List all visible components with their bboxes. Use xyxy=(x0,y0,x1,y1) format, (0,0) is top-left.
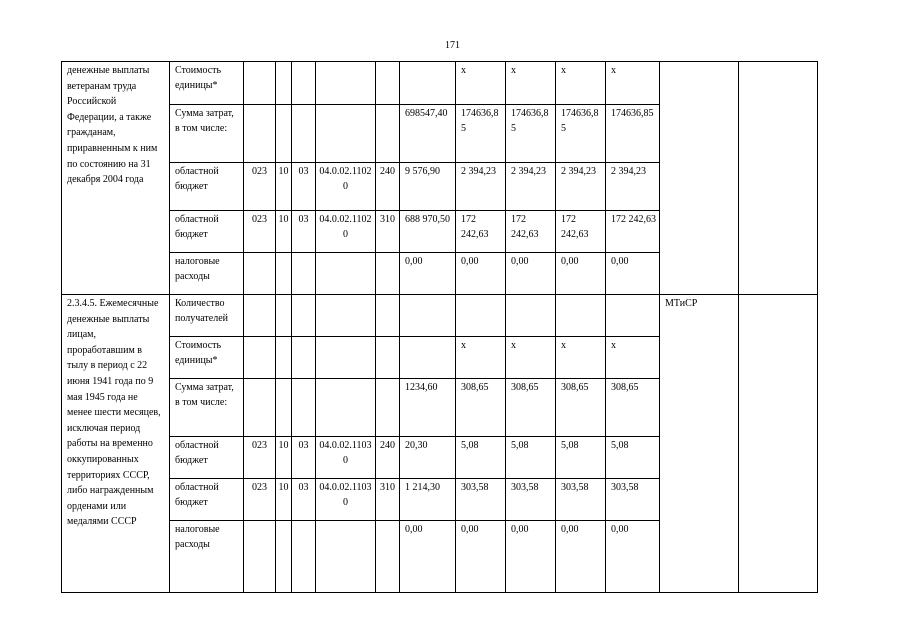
year2-value: 5,08 xyxy=(506,437,556,479)
total-value: 1 214,30 xyxy=(400,479,456,521)
year2-value: х xyxy=(506,337,556,379)
row-label: Количество получателей xyxy=(170,295,244,337)
row-label: Сумма затрат, в том числе: xyxy=(170,105,244,163)
year2-value: 303,58 xyxy=(506,479,556,521)
kbk-ministry xyxy=(244,295,276,337)
year2-value xyxy=(506,295,556,337)
kbk-subsection: 03 xyxy=(292,163,316,211)
kbk-section xyxy=(276,105,292,163)
executor-cell xyxy=(660,62,739,295)
year4-value: 5,08 xyxy=(606,437,660,479)
year3-value: х xyxy=(556,337,606,379)
year3-value: 2 394,23 xyxy=(556,163,606,211)
year1-value: 172 242,63 xyxy=(456,211,506,253)
total-value xyxy=(400,62,456,105)
year1-value: 5,08 xyxy=(456,437,506,479)
kbk-type xyxy=(376,521,400,593)
year2-value: 0,00 xyxy=(506,253,556,295)
row-label: областной бюджет xyxy=(170,479,244,521)
year4-value xyxy=(606,295,660,337)
row-label: областной бюджет xyxy=(170,211,244,253)
notes-cell xyxy=(739,62,818,295)
kbk-subsection xyxy=(292,521,316,593)
kbk-target xyxy=(316,253,376,295)
kbk-ministry xyxy=(244,379,276,437)
year3-value: 308,65 xyxy=(556,379,606,437)
total-value: 0,00 xyxy=(400,253,456,295)
kbk-target: 04.0.02.11020 xyxy=(316,211,376,253)
year4-value: х xyxy=(606,62,660,105)
kbk-ministry xyxy=(244,337,276,379)
year1-value: 0,00 xyxy=(456,253,506,295)
kbk-ministry: 023 xyxy=(244,163,276,211)
kbk-target xyxy=(316,379,376,437)
year4-value: х xyxy=(606,337,660,379)
total-value: 9 576,90 xyxy=(400,163,456,211)
year4-value: 0,00 xyxy=(606,521,660,593)
budget-table xyxy=(61,61,818,593)
year4-value: 0,00 xyxy=(606,253,660,295)
measure-name: денежные выплаты ветеранам труда Российской Федерации, а также гражданам, приравненным к ним по состоянию на 31 декабря 2004 года xyxy=(62,62,170,295)
kbk-type: 310 xyxy=(376,211,400,253)
year1-value: 174636,85 xyxy=(456,105,506,163)
kbk-subsection: 03 xyxy=(292,479,316,521)
kbk-target xyxy=(316,337,376,379)
total-value: 20,30 xyxy=(400,437,456,479)
kbk-section xyxy=(276,337,292,379)
kbk-section: 10 xyxy=(276,437,292,479)
year2-value: 172 242,63 xyxy=(506,211,556,253)
kbk-section: 10 xyxy=(276,479,292,521)
table-row xyxy=(62,295,818,337)
kbk-type: 240 xyxy=(376,163,400,211)
row-label: налоговые расходы xyxy=(170,253,244,295)
kbk-subsection xyxy=(292,379,316,437)
kbk-section: 10 xyxy=(276,163,292,211)
executor-cell: МТиСР xyxy=(660,295,739,593)
kbk-ministry: 023 xyxy=(244,479,276,521)
kbk-type xyxy=(376,295,400,337)
kbk-subsection xyxy=(292,253,316,295)
total-value: 0,00 xyxy=(400,521,456,593)
kbk-section xyxy=(276,295,292,337)
year4-value: 172 242,63 xyxy=(606,211,660,253)
year3-value xyxy=(556,295,606,337)
year1-value: 308,65 xyxy=(456,379,506,437)
year2-value: 174636,85 xyxy=(506,105,556,163)
kbk-section xyxy=(276,379,292,437)
kbk-ministry: 023 xyxy=(244,437,276,479)
year2-value: х xyxy=(506,62,556,105)
total-value xyxy=(400,295,456,337)
kbk-type xyxy=(376,253,400,295)
total-value: 688 970,50 xyxy=(400,211,456,253)
year2-value: 308,65 xyxy=(506,379,556,437)
year2-value: 0,00 xyxy=(506,521,556,593)
kbk-subsection xyxy=(292,295,316,337)
year3-value: х xyxy=(556,62,606,105)
kbk-subsection: 03 xyxy=(292,437,316,479)
year1-value: х xyxy=(456,337,506,379)
kbk-target: 04.0.02.11030 xyxy=(316,479,376,521)
kbk-ministry xyxy=(244,62,276,105)
kbk-subsection xyxy=(292,105,316,163)
year1-value: 0,00 xyxy=(456,521,506,593)
year4-value: 308,65 xyxy=(606,379,660,437)
kbk-target xyxy=(316,105,376,163)
year4-value: 2 394,23 xyxy=(606,163,660,211)
kbk-section xyxy=(276,521,292,593)
page-number: 171 xyxy=(445,40,460,51)
kbk-type xyxy=(376,379,400,437)
kbk-type: 310 xyxy=(376,479,400,521)
row-label: областной бюджет xyxy=(170,163,244,211)
kbk-target xyxy=(316,521,376,593)
row-label: Сумма затрат, в том числе: xyxy=(170,379,244,437)
kbk-subsection xyxy=(292,62,316,105)
year4-value: 303,58 xyxy=(606,479,660,521)
year1-value: х xyxy=(456,62,506,105)
kbk-target: 04.0.02.11030 xyxy=(316,437,376,479)
kbk-section: 10 xyxy=(276,211,292,253)
kbk-target: 04.0.02.11020 xyxy=(316,163,376,211)
kbk-subsection xyxy=(292,337,316,379)
row-label: налоговые расходы xyxy=(170,521,244,593)
year3-value: 0,00 xyxy=(556,521,606,593)
year3-value: 174636,85 xyxy=(556,105,606,163)
kbk-type xyxy=(376,337,400,379)
year4-value: 174636,85 xyxy=(606,105,660,163)
year3-value: 0,00 xyxy=(556,253,606,295)
measure-name: 2.3.4.5. Ежемесячные денежные выплаты лицам, проработавшим в тылу в период с 22 июня 1941 года по 9 мая 1945 года не менее шести месяцев, исключая период работы на временно оккупированных территориях СССР, либо награжденным орденами или медалями СССР xyxy=(62,295,170,593)
total-value: 698547,40 xyxy=(400,105,456,163)
year2-value: 2 394,23 xyxy=(506,163,556,211)
year3-value: 303,58 xyxy=(556,479,606,521)
total-value xyxy=(400,337,456,379)
kbk-ministry xyxy=(244,105,276,163)
kbk-ministry xyxy=(244,253,276,295)
kbk-section xyxy=(276,62,292,105)
kbk-target xyxy=(316,295,376,337)
kbk-type xyxy=(376,105,400,163)
year1-value xyxy=(456,295,506,337)
year3-value: 172 242,63 xyxy=(556,211,606,253)
notes-cell xyxy=(739,295,818,593)
year1-value: 2 394,23 xyxy=(456,163,506,211)
kbk-section xyxy=(276,253,292,295)
total-value: 1234,60 xyxy=(400,379,456,437)
kbk-target xyxy=(316,62,376,105)
kbk-ministry: 023 xyxy=(244,211,276,253)
kbk-subsection: 03 xyxy=(292,211,316,253)
kbk-type xyxy=(376,62,400,105)
year3-value: 5,08 xyxy=(556,437,606,479)
table-row xyxy=(62,62,818,105)
kbk-type: 240 xyxy=(376,437,400,479)
row-label: областной бюджет xyxy=(170,437,244,479)
kbk-ministry xyxy=(244,521,276,593)
row-label: Стоимость единицы* xyxy=(170,337,244,379)
year1-value: 303,58 xyxy=(456,479,506,521)
row-label: Стоимость единицы* xyxy=(170,62,244,105)
